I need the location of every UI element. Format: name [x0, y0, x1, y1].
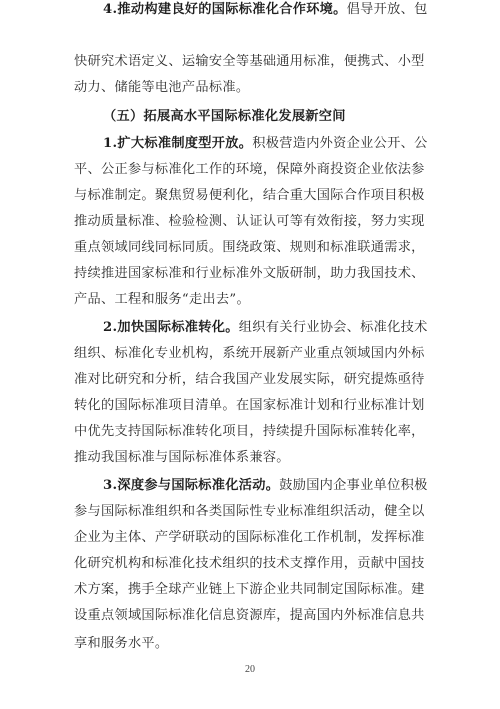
line-text: 与标准制定。聚焦贸易便利化，结合重大国际合作项目积极 [74, 188, 425, 203]
line-text: 快研究术语定义、运输安全等基础通用标准，便携式、小型 [74, 54, 425, 69]
line-text: 参与国际标准组织和各类国际性专业标准组织活动，健全以 [74, 504, 425, 519]
text-line [74, 264, 425, 284]
item-title: 2.加快国际标准转化。 [103, 320, 239, 335]
line-text: 积极营造内外资企业公开、公 [252, 136, 428, 151]
text-line [103, 476, 428, 496]
line-text: 鼓励国内企事业单位积极 [279, 478, 428, 493]
line-text: 持续推进国家标准和行业标准外文版研制，助力我国技术、 [74, 266, 425, 281]
text-line [74, 422, 425, 442]
text-line [74, 52, 425, 72]
text-line [74, 186, 425, 206]
text-line [74, 634, 168, 654]
text-line [103, 134, 428, 154]
text-line [103, 318, 428, 338]
text-line [74, 370, 425, 390]
line-text: 产品、工程和服务“走出去”。 [74, 292, 250, 307]
page-number: 20 [245, 664, 255, 675]
line-text: （五）拓展高水平国际标准化发展新空间 [103, 109, 346, 124]
item-title: 4.推动构建良好的国际标准化合作环境。 [103, 2, 347, 17]
line-text: 设重点领域国际标准化信息资源库，提高国内外标准信息共 [74, 608, 425, 623]
line-text: 组织有关行业协会、标准化技术 [238, 320, 428, 335]
item-title: 1.扩大标准制度型开放。 [103, 136, 253, 151]
text-line [74, 344, 425, 364]
text-line [74, 78, 249, 98]
line-text: 准对比研究和分析，结合我国产业发展实际，研究提炼亟待 [74, 372, 425, 387]
line-text: 转化的国际标准项目清单。在国家标准计划和行业标准计划 [74, 398, 425, 413]
text-line [74, 502, 425, 522]
line-text: 组织、标准化专业机构，系统开展新产业重点领域国内外标 [74, 346, 425, 361]
line-text: 术方案，携手全球产业链上下游企业共同制定国际标准。建 [74, 582, 425, 597]
line-text: 化研究机构和标准化技术组织的技术支撑作用，贡献中国技 [74, 556, 425, 571]
section-heading [103, 107, 346, 127]
text-line [74, 290, 250, 310]
line-text: 动力、储能等电池产品标准。 [74, 80, 250, 95]
line-text: 重点领域同线同标同质。围绕政策、规则和标准联通需求， [74, 240, 425, 255]
text-line [74, 448, 290, 468]
line-text: 享和服务水平。 [74, 636, 169, 651]
text-line [74, 396, 425, 416]
text-line [103, 0, 428, 20]
text-line [74, 554, 425, 574]
item-title: 3.深度参与国际标准化活动。 [103, 478, 280, 493]
text-line [74, 528, 425, 548]
text-line [74, 580, 425, 600]
text-line [74, 606, 425, 626]
text-line [74, 212, 425, 232]
line-text: 中优先支持国际标准转化项目，持续提升国际标准转化率， [74, 424, 425, 439]
line-text: 推动质量标准、检验检测、认证认可等有效衔接，努力实现 [74, 214, 425, 229]
text-line [74, 160, 425, 180]
line-text: 倡导开放、包 [346, 2, 428, 17]
line-text: 企业为主体、产学研联动的国际标准化工作机制，发挥标准 [74, 530, 425, 545]
text-line [74, 238, 425, 258]
line-text: 推动我国标准与国际标准体系兼容。 [74, 450, 290, 465]
line-text: 平、公正参与标准化工作的环境，保障外商投资企业依法参 [74, 162, 425, 177]
